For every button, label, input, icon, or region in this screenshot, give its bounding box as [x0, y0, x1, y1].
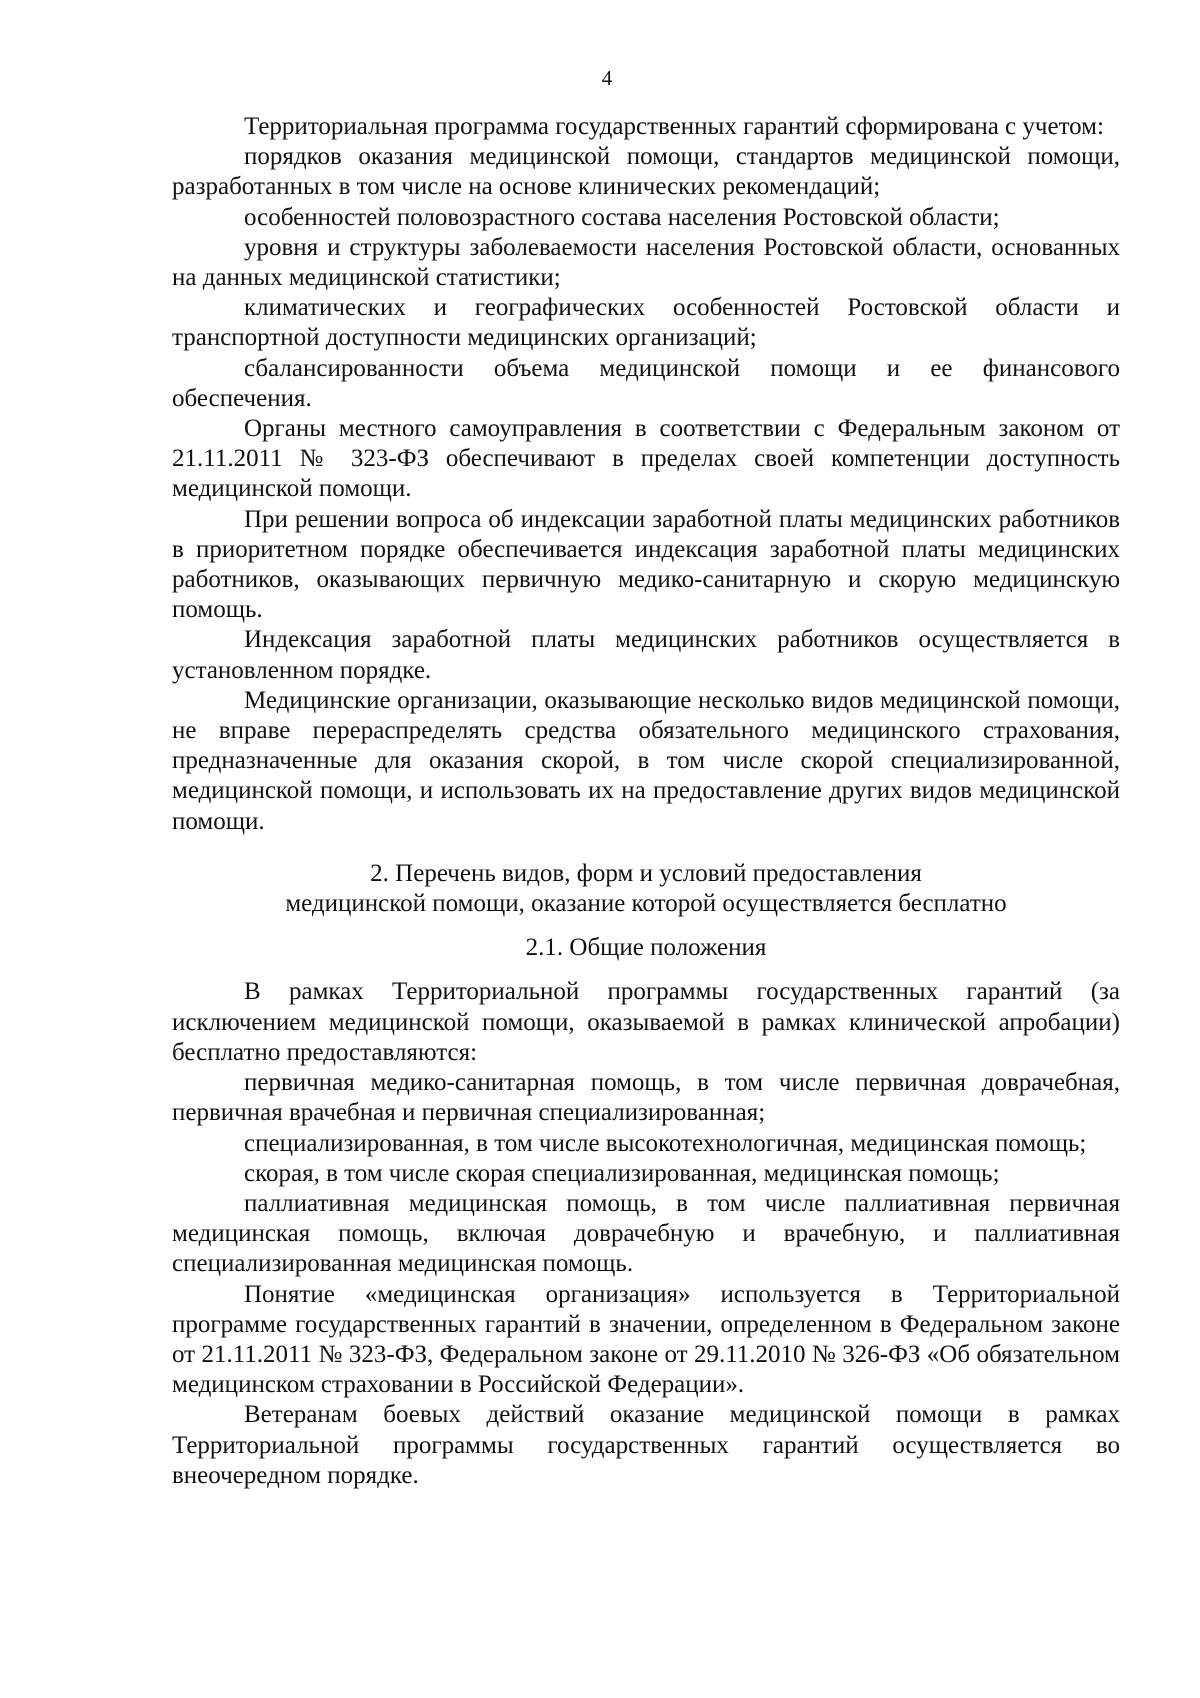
- paragraph: Территориальная программа государственных гарантий сформирована с учетом:: [244, 113, 1104, 140]
- subsection-heading: 2.1. Общие положения: [525, 934, 767, 962]
- paragraph: Понятие «медицинская организация» используется в Территориальной программе государственных гарантий в значении, определенном в Федеральном законе от 21.11.2011 № 323-ФЗ, Федеральном законе от 29.11.2010 № 326-ФЗ «Об обязательном медицинском страховании в Российской Федерации».: [172, 1280, 1120, 1399]
- paragraph: специализированная, в том числе высокотехнологичная, медицинская помощь;: [244, 1129, 1087, 1157]
- section-heading-line: 2. Перечень видов, форм и условий предоставления: [370, 859, 922, 887]
- page-number: 4: [601, 66, 613, 90]
- paragraph: порядков оказания медицинской помощи, стандартов медицинской помощи, разработанных в том числе на основе клинических рекомендаций;: [172, 143, 1120, 201]
- paragraph: Органы местного самоуправления в соответствии с Федеральным законом от 21.11.2011 № 323-ФЗ обеспечивают в пределах своей компетенции доступность медицинской помощи.: [172, 415, 1120, 503]
- section-heading-line: медицинской помощи, оказание которой осуществляется бесплатно: [285, 890, 1007, 918]
- document-body: [172, 112, 1120, 1491]
- paragraph: климатических и географических особенностей Ростовской области и транспортной доступности медицинских организаций;: [172, 294, 1120, 352]
- paragraph: В рамках Территориальной программы государственных гарантий (за исключением медицинской помощи, оказываемой в рамках клинической апробации) бесплатно предоставляются:: [172, 978, 1120, 1066]
- paragraph: уровня и структуры заболеваемости населения Ростовской области, основанных на данных медицинской статистики;: [172, 233, 1120, 292]
- paragraph: первичная медико-санитарная помощь, в том числе первичная доврачебная, первичная врачебная и первичная специализированная;: [172, 1069, 1120, 1127]
- section-heading: [172, 859, 1120, 919]
- paragraph: Медицинские организации, оказывающие несколько видов медицинской помощи, не вправе перераспределять средства обязательного медицинского страхования, предназначенные для оказания скорой, в том числе скорой специализированной, медицинской помощи, и использовать их на предоставление других видов медицинской помощи.: [172, 686, 1120, 835]
- paragraph: Ветеранам боевых действий оказание медицинской помощи в рамках Территориальной программы государственных гарантий осуществляется во внеочередном порядке.: [172, 1401, 1120, 1489]
- paragraph: паллиативная медицинская помощь, в том числе паллиативная первичная медицинская помощь, включая доврачебную и врачебную, и паллиативная специализированная медицинская помощь.: [172, 1189, 1120, 1278]
- paragraph: При решении вопроса об индексации заработной платы медицинских работников в приоритетном порядке обеспечивается индексация заработной платы медицинских работников, оказывающих первичную медико-санитарную и скорую медицинскую помощь.: [172, 505, 1120, 624]
- paragraph: сбалансированности объема медицинской помощи и ее финансового обеспечения.: [172, 354, 1120, 412]
- paragraph: особенностей половозрастного состава населения Ростовской области;: [244, 203, 1000, 231]
- general-provisions-paragraphs: [172, 977, 1120, 1490]
- intro-paragraphs: [172, 112, 1120, 837]
- paragraph: Индексация заработной платы медицинских работников осуществляется в установленном порядке.: [172, 626, 1120, 684]
- paragraph: скорая, в том числе скорая специализированная, медицинская помощь;: [244, 1159, 1000, 1187]
